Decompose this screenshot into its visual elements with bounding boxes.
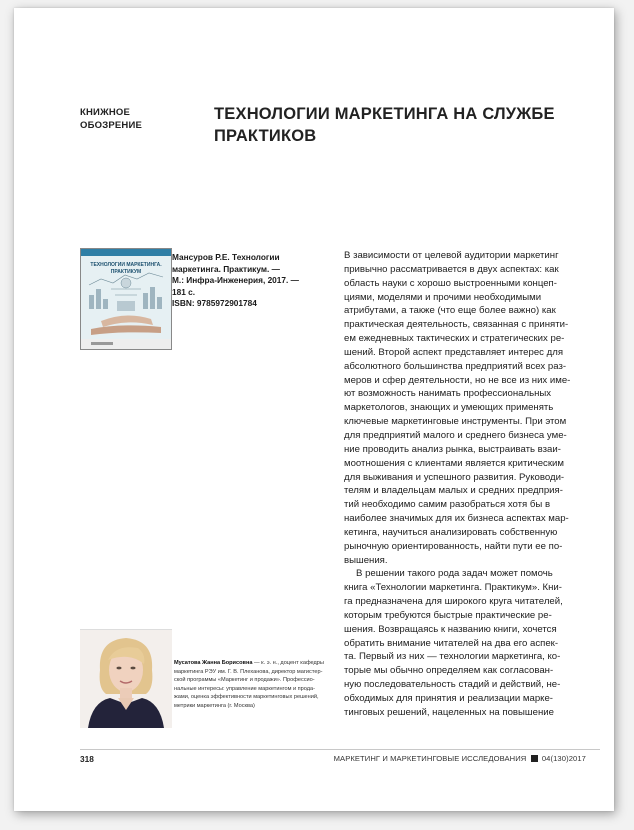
book-cover-illustration: [81, 249, 171, 349]
book-cover-image: [80, 248, 172, 350]
journal-footer: [334, 754, 586, 763]
author-bio-line: маркетинга РЭУ им. Г. В. Плеханова, директор магистер-: [174, 668, 323, 675]
section-label: [80, 106, 142, 132]
body-line: обходимых для принятия и реализации марке-: [344, 693, 553, 704]
author-name: Мусатова Жанна Борисовна: [174, 660, 253, 666]
author-bio-line: ской программы «Маркетинг и продажи». Профессио-: [174, 677, 315, 684]
book-info-line: Мансуров Р.Е. Технологии: [172, 252, 280, 262]
body-line: ние проводить анализ рынка, выстраивать взаи-: [344, 443, 561, 455]
body-line: меров и сфер деятельности, но не все из них име-: [344, 374, 571, 386]
body-line: атрибутами, а также (что еще более важно) как: [344, 305, 556, 317]
footer-divider: [80, 749, 600, 750]
body-line: практическая деятельность, связанная с приняти-: [344, 319, 569, 331]
body-line: привычно рассматривается в двух аспектах: как: [344, 263, 559, 275]
body-line: обратить внимание читателей на два его аспек-: [344, 637, 559, 649]
body-line: ную последовательность стадий и действий, не-: [344, 679, 561, 691]
body-line: шения. Возвращаясь к названию книги, хочется: [344, 623, 557, 635]
body-line: тинговых решений, нацеленных на повышение: [344, 706, 554, 718]
magazine-page: [14, 8, 614, 811]
section-label-line: КНИЖНОЕ: [80, 107, 131, 118]
body-line: область науки с хорошо выстроенными концеп-: [344, 277, 557, 289]
body-line: шений. Второй аспект представляет интерес для: [344, 346, 564, 358]
body-line: та. Первый из них — технологии маркетинга, ко-: [344, 651, 561, 663]
author-photo: [80, 629, 172, 728]
body-line: рыночную ориентированность, найти пути ее по-: [344, 540, 563, 552]
author-bio: [174, 659, 339, 711]
journal-issue: 04(130)2017: [541, 754, 586, 763]
body-line: книга «Технологии маркетинга. Практикум». Кни-: [344, 582, 562, 594]
body-line: циями, моделями и прочими необходимыми: [344, 291, 542, 303]
body-line: маркетологов, знающих и умеющих применять: [344, 402, 554, 414]
book-cover-title-line: ПРАКТИКУМ: [110, 269, 142, 275]
body-line: для предприятий малого и среднего бизнеса уме-: [344, 429, 567, 441]
book-info-line: М.: Инфра-Инженерия, 2017. —: [172, 275, 299, 285]
body-line: телям и владельцам малых и средних предприя-: [344, 485, 563, 497]
article-body: [344, 249, 600, 720]
author-bio-line: метрики маркетинга (г. Москва): [174, 702, 255, 709]
body-line: кетинга, научиться анализировать собственную: [344, 526, 558, 538]
book-info-line: 181 с.: [172, 286, 196, 297]
separator-square-icon: [531, 755, 538, 762]
article-title-line: ТЕХНОЛОГИИ МАРКЕТИНГА НА СЛУЖБЕ: [214, 105, 555, 123]
body-line: которым требуются быстрые практические ре-: [344, 609, 552, 621]
body-line: абсолютного большинства предприятий всех раз-: [344, 360, 567, 372]
book-cover-title-line: ТЕХНОЛОГИИ МАРКЕТИНГА.: [90, 262, 162, 268]
body-line: вышения.: [344, 554, 388, 566]
book-info-line: ISBN: 9785972901784: [172, 298, 257, 308]
body-line: га предназначена для широкого круга читателей,: [344, 596, 563, 608]
book-info: [172, 252, 322, 310]
body-line: наиболее значимых для их бизнеса аспектах мар-: [344, 513, 569, 525]
body-line: для выживания и успешного развития. Руководи-: [344, 471, 565, 483]
section-label-line: ОБОЗРЕНИЕ: [80, 120, 143, 131]
page-number: 318: [80, 754, 94, 764]
body-line: В решении такого рода задач может помочь: [356, 568, 553, 580]
author-bio-text: — к. э. н., доцент кафедры: [252, 660, 324, 666]
body-line: ют возможность нанимать профессиональных: [344, 388, 552, 400]
author-bio-line: [174, 659, 339, 668]
body-line: ем ежедневных тактических и стратегических ре-: [344, 333, 565, 345]
body-line: моотношения с клиентами является критическим: [344, 457, 564, 469]
journal-name: МАРКЕТИНГ И МАРКЕТИНГОВЫЕ ИССЛЕДОВАНИЯ: [333, 754, 527, 763]
author-portrait: [80, 630, 172, 728]
author-bio-line: жами, оценка эффективности маркетинговых решений,: [174, 694, 319, 701]
article-title-line: ПРАКТИКОВ: [214, 127, 317, 145]
body-line: торые мы обычно определяем как согласован-: [344, 665, 554, 677]
body-line: В зависимости от целевой аудитории маркетинг: [344, 250, 559, 261]
author-bio-line: нальные интересы: управление маркетингом и прода-: [174, 685, 316, 692]
body-line: тий необходимо самим разобраться хотя бы в: [344, 499, 551, 511]
book-info-line: маркетинга. Практикум. —: [172, 263, 280, 274]
body-line: ключевые маркетинговые инструменты. При этом: [344, 416, 567, 428]
article-title: [214, 103, 584, 147]
